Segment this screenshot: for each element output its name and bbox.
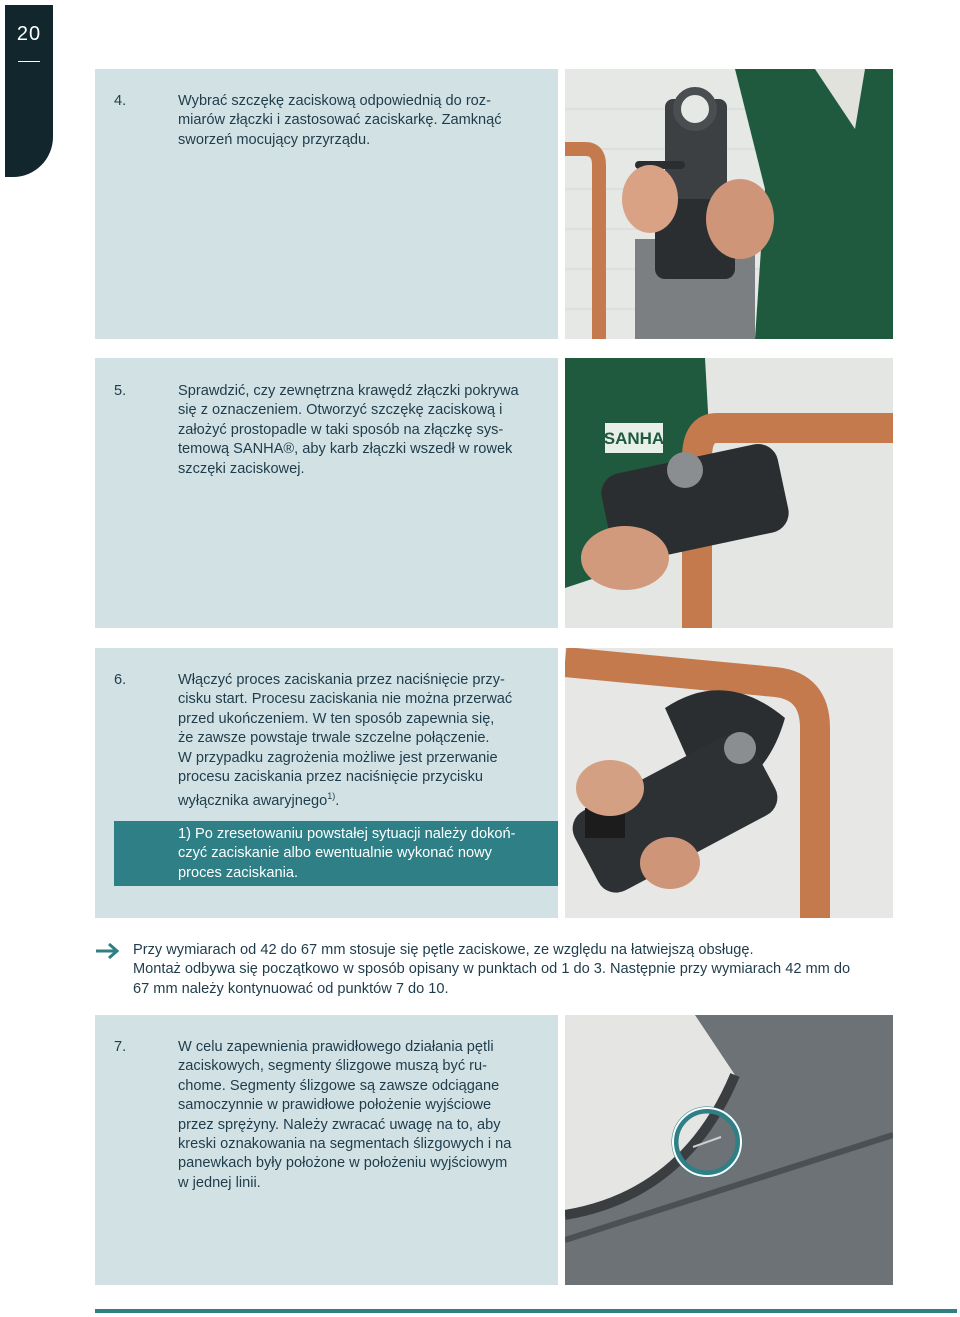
footnote-box (114, 821, 558, 886)
arrow-right-icon (95, 942, 121, 960)
bottom-rule (95, 1309, 957, 1313)
step-5-photo (565, 358, 893, 628)
page-number-tab (5, 5, 53, 177)
step-number: 4. (114, 93, 127, 109)
step-7-photo (565, 1015, 893, 1285)
footnote-text: 1) Po zresetowaniu powstałej sytuacji należy dokoń- czyć zaciskanie albo ewentualnie wykonać nowy proces zaciskania. (178, 826, 516, 881)
step-number: 6. (114, 672, 127, 688)
page-number: 20 (16, 23, 42, 45)
footnote-ref: 1) (327, 791, 336, 802)
step-number: 7. (114, 1039, 127, 1055)
step-text: W celu zapewnienia prawidłowego działania pętli zaciskowych, segmenty ślizgowe muszą być ru- chome. Segmenty ślizgowe są zawsze odciągane samoczynnie w prawidłowe położenie wyjściowe przez sprężyny. Należy zwracać uwagę na to, aby kreski oznakowania na segmentach ślizgowych i na panewkach były położone w położeniu wyjściowym w jednej linii. (178, 1039, 512, 1191)
step-text: Wybrać szczękę zaciskową odpowiednią do roz- miarów złączki i zastosować zaciskarkę. Zamknąć sworzeń mocujący przyrządu. (178, 93, 502, 148)
step-6-body: Włączyć proces zaciskania przez naciśnięcie przy- cisku start. Procesu zaciskania nie można przerwać przed ukończeniem. W ten sposób zapewnia się, że zawsze powstaje trwale szczelne połączenie. W przypadku zagrożenia możliwe jest przerwanie procesu zaciskania przez naciśnięcie przycisku wyłącznika awaryjnego (178, 672, 513, 810)
step-4-photo (565, 69, 893, 339)
page-number-rule (18, 61, 40, 62)
step-number: 5. (114, 383, 127, 399)
tip-text: Przy wymiarach od 42 do 67 mm stosuje się pętle zaciskowe, ze względu na łatwiejszą obsługę. Montaż odbywa się początkowo w sposób opisany w punktach od 1 do 3. Następnie przy wymiarach 42 mm do 67 mm należy kontynuować od punktów 7 do 10. (133, 942, 851, 997)
step-text (178, 671, 512, 812)
sanha-logo: SANHA (603, 429, 665, 448)
step-6-tail: . (335, 793, 340, 810)
step-text: Sprawdzić, czy zewnętrzna krawędź złączki pokrywa się z oznaczeniem. Otworzyć szczękę zaciskową i założyć prostopadle w taki sposób na złączkę sys- temową SANHA®, aby karb złączki wszedł w rowek szczęki zaciskowej. (178, 383, 519, 477)
step-6-photo (565, 648, 893, 918)
